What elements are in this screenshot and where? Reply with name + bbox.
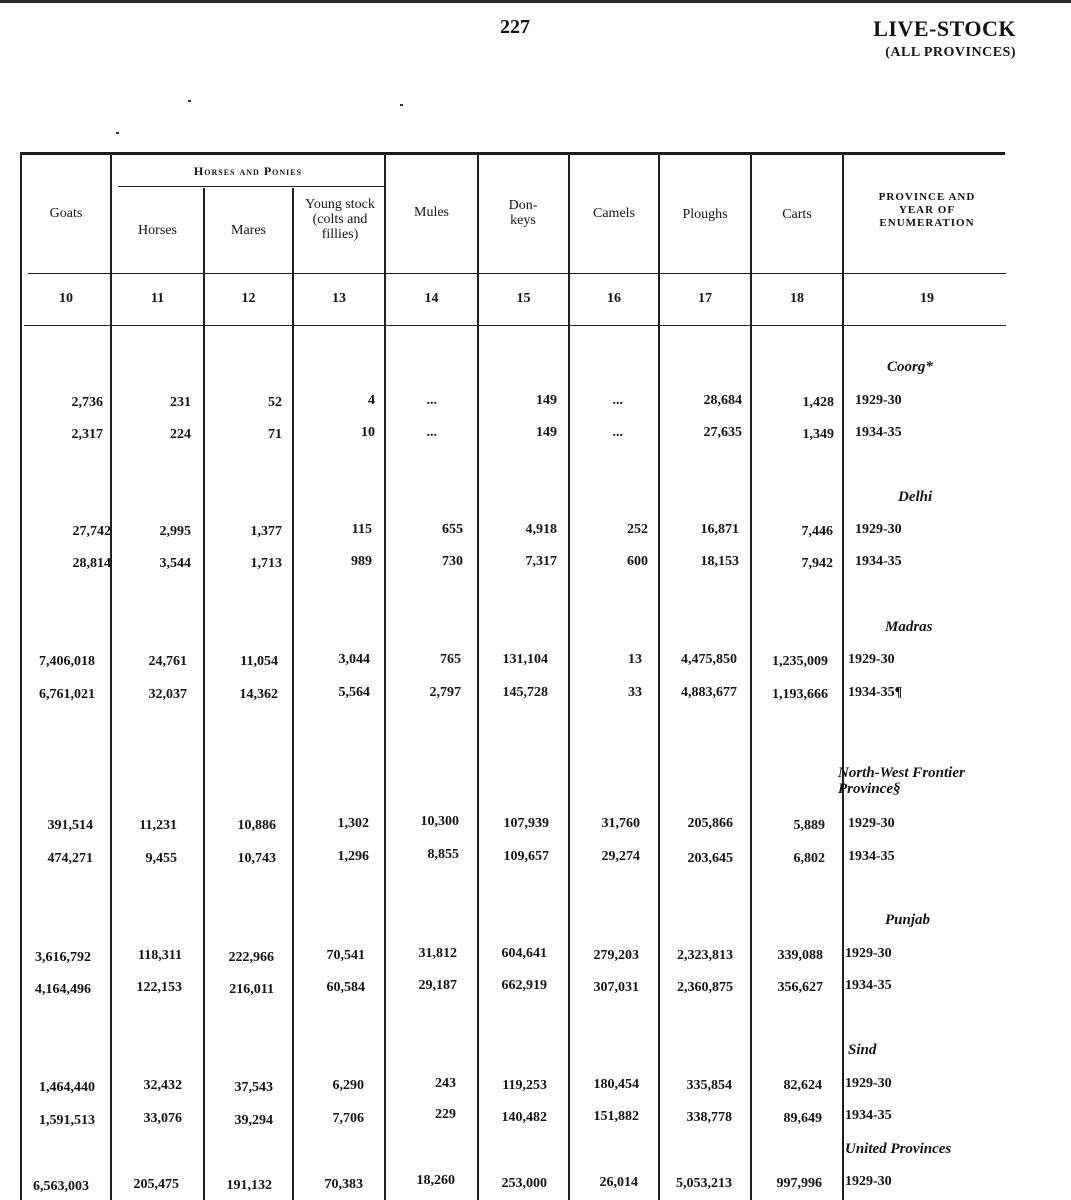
column-divider (568, 155, 570, 1200)
table-cell: 1,377 (250, 524, 282, 539)
province-heading: United Provinces (845, 1141, 952, 1157)
year-label: 1929-30 (845, 1076, 892, 1091)
table-cell: 5,053,213 (676, 1176, 732, 1191)
page-title: LIVE-STOCK (873, 16, 1016, 41)
table-cell: ... (426, 425, 437, 440)
column-number: 14 (424, 291, 439, 306)
table-cell: 149 (536, 425, 557, 440)
table-cell: 474,271 (47, 851, 93, 866)
year-label: 1929-30 (855, 393, 902, 408)
table-cell: 604,641 (501, 946, 547, 961)
column-divider (110, 155, 112, 1200)
table-cell: 203,645 (687, 851, 733, 866)
table-cell: 655 (442, 522, 463, 537)
table-cell: 149 (536, 393, 557, 408)
table-cell: 16,871 (700, 522, 739, 537)
table-cell: 14,362 (239, 687, 278, 702)
table-cell: 52 (268, 395, 282, 410)
table-cell: 145,728 (502, 685, 548, 700)
table-cell: 7,706 (332, 1111, 364, 1126)
table-cell: 33,076 (143, 1111, 182, 1126)
table-cell: 253,000 (501, 1176, 547, 1191)
year-label: 1934-35 (845, 978, 892, 993)
table-cell: 151,882 (593, 1109, 639, 1124)
table-cell: 1,349 (802, 427, 834, 442)
table-top-rule (20, 152, 1005, 155)
table-cell: 335,854 (686, 1078, 732, 1093)
year-label: 1934-35 (855, 425, 902, 440)
table-cell: 989 (351, 554, 372, 569)
column-header-camels: Camels (593, 206, 635, 221)
province-heading: Coorg* (887, 359, 933, 375)
table-cell: 997,996 (776, 1176, 822, 1191)
year-label: 1929-30 (848, 652, 895, 667)
table-cell: 216,011 (229, 982, 274, 997)
page-subtitle: (ALL PROVINCES) (885, 45, 1016, 60)
table-cell: 600 (627, 554, 648, 569)
table-cell: 2,317 (71, 427, 103, 442)
column-number: 16 (607, 291, 621, 306)
table-cell: 70,383 (324, 1177, 363, 1192)
table-cell: 730 (442, 554, 463, 569)
table-cell: 662,919 (501, 978, 547, 993)
column-divider (384, 155, 386, 1200)
year-label: 1929-30 (848, 816, 895, 831)
table-cell: 31,812 (418, 946, 457, 961)
table-cell: 391,514 (47, 818, 93, 833)
table-cell: 4 (368, 393, 375, 408)
table-cell: 29,274 (601, 849, 640, 864)
header-bottom-rule (28, 273, 1006, 274)
table-cell: 339,088 (777, 948, 823, 963)
table-cell: 24,761 (148, 654, 187, 669)
table-cell: 7,446 (801, 524, 833, 539)
table-cell: 4,918 (525, 522, 557, 537)
year-label: 1934-35 (845, 1108, 892, 1123)
column-number: 11 (150, 291, 165, 306)
table-cell: 10,743 (237, 851, 276, 866)
table-cell: 6,802 (793, 851, 825, 866)
table-cell: 28,684 (703, 393, 742, 408)
table-cell: 18,260 (416, 1173, 455, 1188)
table-cell: ... (426, 393, 437, 408)
table-cell: 2,797 (429, 685, 461, 700)
province-heading: Madras (885, 619, 933, 635)
table-cell: 4,475,850 (681, 652, 737, 667)
table-cell: 356,627 (777, 980, 823, 995)
province-heading: Sind (848, 1042, 877, 1058)
year-label: 1929-30 (855, 522, 902, 537)
table-cell: 18,153 (700, 554, 739, 569)
table-cell: 11,231 (139, 818, 177, 833)
column-divider (750, 155, 752, 1200)
table-cell: 5,564 (338, 685, 370, 700)
page-number: 227 (500, 16, 530, 38)
table-cell: 37,543 (234, 1080, 273, 1095)
table-cell: 4,164,496 (35, 982, 91, 997)
table-cell: 205,475 (133, 1177, 179, 1192)
table-cell: 1,193,666 (772, 687, 828, 702)
group-header-rule (118, 186, 386, 187)
table-cell: 338,778 (686, 1110, 732, 1125)
column-header-young-stock: Young stock (colts and fillies) (305, 197, 375, 242)
column-header-horses: Horses (138, 223, 177, 238)
table-cell: 2,995 (159, 524, 191, 539)
column-number: 12 (241, 291, 256, 306)
column-divider (477, 155, 479, 1200)
table-cell: 279,203 (593, 948, 639, 963)
table-cell: 118,311 (138, 948, 182, 963)
table-cell: 243 (435, 1076, 456, 1091)
table-cell: 140,482 (501, 1110, 547, 1125)
table-cell: 1,302 (337, 816, 369, 831)
table-cell: ... (612, 425, 623, 440)
table-cell: 39,294 (234, 1113, 273, 1128)
table-cell: 33 (628, 685, 642, 700)
table-cell: 10,886 (237, 818, 276, 833)
table-cell: 9,455 (145, 851, 177, 866)
table-cell: 1,296 (337, 849, 369, 864)
table-cell: 10 (361, 425, 375, 440)
table-cell: 191,132 (226, 1178, 272, 1193)
year-label: 1929-30 (845, 1174, 892, 1189)
table-cell: 7,317 (525, 554, 557, 569)
table-left-border (20, 155, 22, 1200)
column-number: 13 (332, 291, 346, 306)
column-header-goats: Goats (49, 206, 83, 221)
table-cell: 1,428 (802, 395, 834, 410)
table-cell: 29,187 (418, 978, 457, 993)
table-cell: 6,563,003 (33, 1179, 89, 1194)
year-label: 1934-35¶ (848, 685, 903, 700)
column-header-mules: Mules (414, 205, 449, 220)
table-cell: 231 (170, 395, 191, 410)
table-cell: 205,866 (687, 816, 733, 831)
column-divider (658, 155, 660, 1200)
table-cell: 109,657 (503, 849, 549, 864)
table-cell: 2,323,813 (677, 948, 733, 963)
year-label: 1934-35 (855, 554, 902, 569)
table-cell: 119,253 (502, 1078, 547, 1093)
table-cell: 307,031 (593, 980, 639, 995)
table-cell: 765 (440, 652, 461, 667)
table-cell: 71 (268, 427, 282, 442)
table-cell: 13 (628, 652, 642, 667)
table-cell: 28,814 (72, 556, 111, 571)
table-cell: 5,889 (793, 818, 825, 833)
column-number: 10 (59, 291, 73, 306)
column-number: 18 (790, 291, 804, 306)
table-cell: 1,713 (250, 556, 282, 571)
table-cell: 3,544 (159, 556, 191, 571)
province-heading: Delhi (898, 489, 933, 505)
column-header-carts: Carts (782, 207, 812, 222)
table-cell: 70,541 (326, 948, 365, 963)
table-cell: 180,454 (593, 1077, 639, 1092)
column-number: 15 (516, 291, 531, 306)
column-header-province-and-year: PROVINCE AND YEAR OF ENUMERATION (878, 191, 976, 229)
table-cell: 224 (170, 427, 191, 442)
table-cell: 1,235,009 (772, 654, 828, 669)
table-cell: 82,624 (783, 1078, 822, 1093)
table-cell: 131,104 (502, 652, 548, 667)
table-cell: 115 (351, 522, 372, 537)
year-label: 1934-35 (848, 849, 895, 864)
column-header-mares: Mares (231, 223, 266, 238)
table-cell: 10,300 (420, 814, 459, 829)
column-divider (203, 188, 205, 1200)
table-cell: 7,406,018 (39, 654, 95, 669)
table-cell: 122,153 (136, 980, 182, 995)
table-cell: 1,464,440 (39, 1080, 95, 1095)
table-cell: 4,883,677 (681, 685, 737, 700)
table-cell: 89,649 (783, 1111, 822, 1126)
table-cell: 60,584 (326, 980, 365, 995)
table-cell: ... (612, 393, 623, 408)
table-cell: 8,855 (427, 847, 459, 862)
column-number-rule (24, 325, 1006, 326)
table-cell: 26,014 (599, 1175, 638, 1190)
table-cell: 1,591,513 (39, 1113, 95, 1128)
table-cell: 229 (435, 1107, 456, 1122)
column-number: 17 (698, 291, 712, 306)
table-cell: 2,360,875 (677, 980, 733, 995)
table-cell: 11,054 (240, 654, 278, 669)
table-cell: 6,761,021 (39, 687, 95, 702)
column-header-ploughs: Ploughs (682, 207, 728, 222)
province-heading: North-West Frontier Province§ (838, 765, 965, 797)
table-cell: 32,037 (148, 687, 187, 702)
table-cell: 107,939 (503, 816, 549, 831)
column-divider (842, 155, 844, 1200)
table-cell: 27,635 (703, 425, 742, 440)
group-header-horses-and-ponies: Horses and Ponies (193, 164, 303, 178)
column-divider (292, 188, 294, 1200)
table-cell: 7,942 (801, 556, 833, 571)
table-cell: 2,736 (71, 395, 103, 410)
province-heading: Punjab (885, 912, 931, 928)
column-number: 19 (920, 291, 934, 306)
table-cell: 252 (627, 522, 648, 537)
table-cell: 6,290 (332, 1078, 364, 1093)
table-cell: 3,044 (338, 652, 370, 667)
table-cell: 222,966 (228, 950, 274, 965)
year-label: 1929-30 (845, 946, 892, 961)
table-cell: 27,742 (72, 524, 111, 539)
column-header-donkeys: Don-keys (508, 198, 538, 228)
table-cell: 32,432 (143, 1078, 182, 1093)
table-cell: 31,760 (601, 816, 640, 831)
table-cell: 3,616,792 (35, 950, 91, 965)
